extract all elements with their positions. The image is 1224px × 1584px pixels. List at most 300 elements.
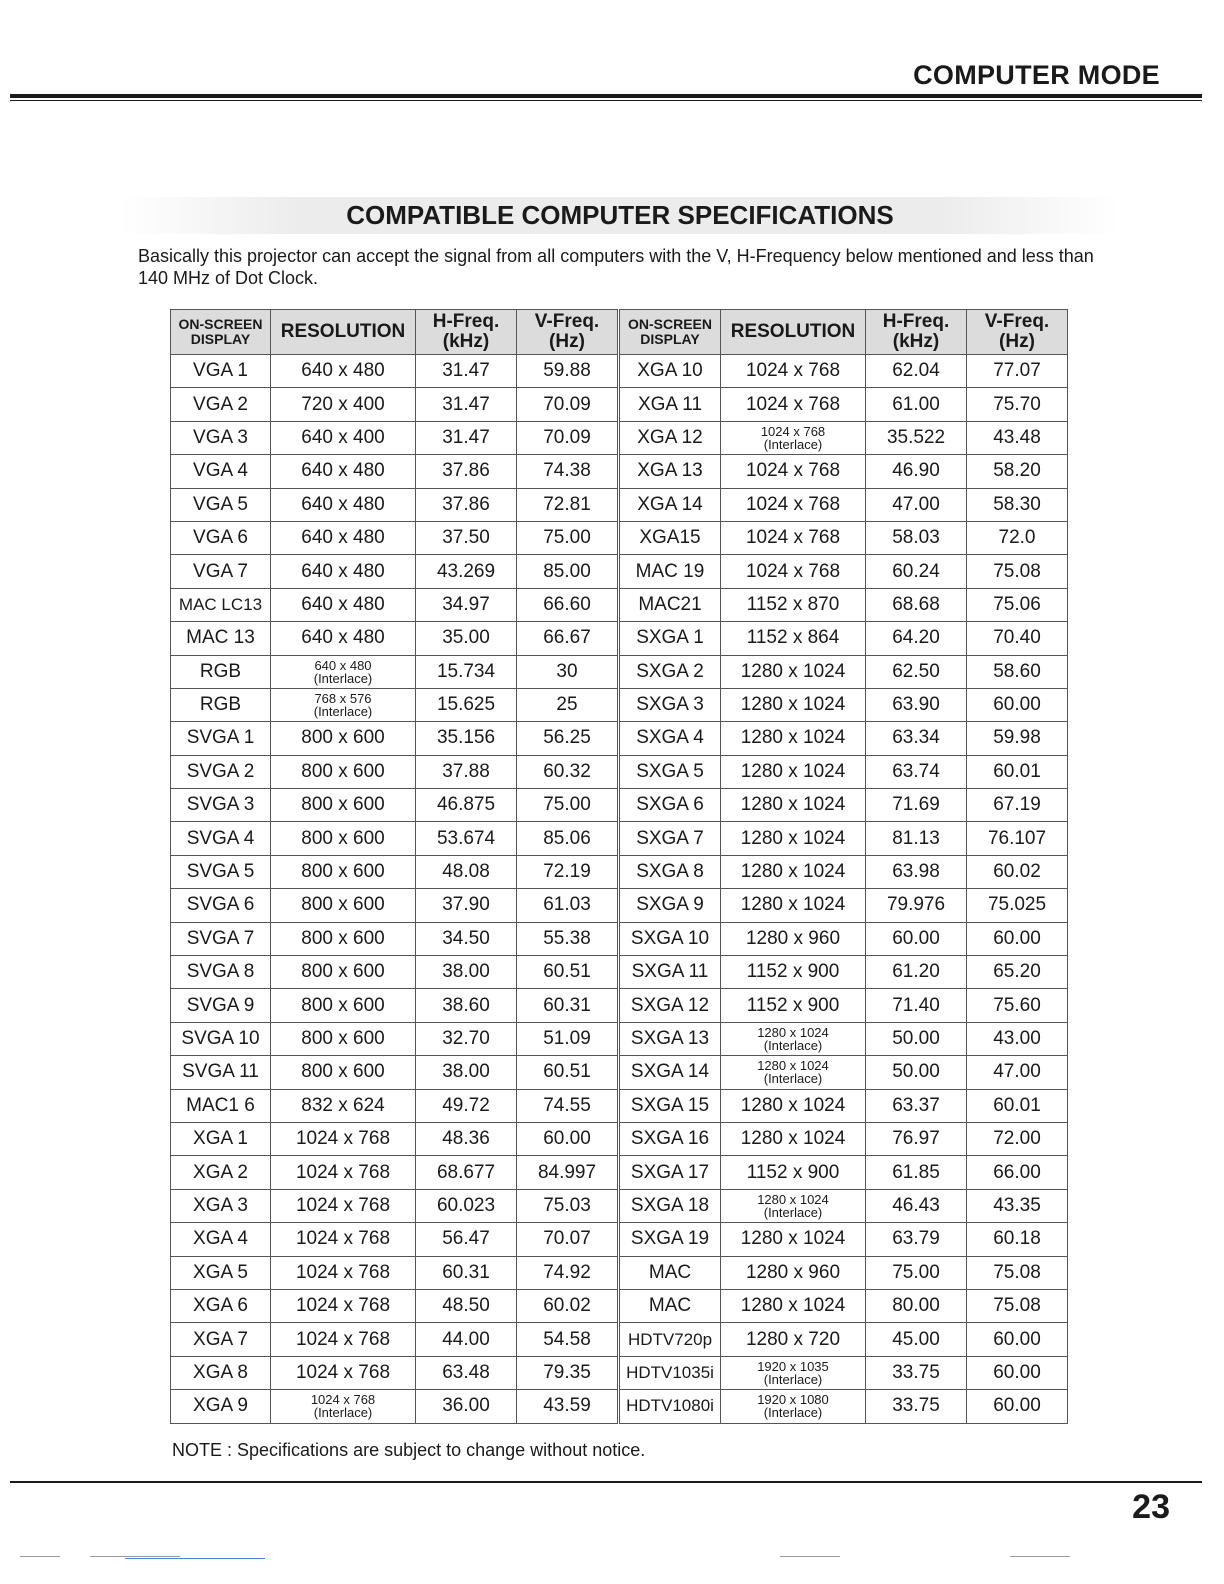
- cell-hfreq-left: 49.72: [416, 1089, 517, 1122]
- header-resolution-left: RESOLUTION: [271, 310, 416, 355]
- cell-vfreq-left: 25: [517, 688, 619, 721]
- cell-resolution-right: 1152 x 870: [721, 588, 866, 621]
- cell-display-right: SXGA 3: [619, 688, 721, 721]
- cell-display-right: SXGA 8: [619, 855, 721, 888]
- cell-display-right: MAC21: [619, 588, 721, 621]
- cell-display-left: SVGA 6: [171, 889, 271, 922]
- cell-display-left: SVGA 4: [171, 822, 271, 855]
- cell-resolution-left: 640 x 480: [271, 488, 416, 521]
- table-row: [171, 722, 1068, 755]
- cell-vfreq-left: 60.51: [517, 1056, 619, 1089]
- cell-resolution-left: 1024 x 768: [271, 1323, 416, 1356]
- header-hfreq-right: H-Freq. (kHz): [866, 310, 967, 355]
- table-row: [171, 588, 1068, 621]
- cell-hfreq-left: 35.00: [416, 622, 517, 655]
- cell-display-left: RGB: [171, 655, 271, 688]
- cell-display-left: XGA 3: [171, 1189, 271, 1222]
- header-rule-thin: [10, 100, 1202, 101]
- cell-vfreq-left: 70.09: [517, 388, 619, 421]
- cell-display-right: SXGA 9: [619, 889, 721, 922]
- cell-display-left: XGA 6: [171, 1289, 271, 1322]
- scan-line: [1010, 1556, 1070, 1557]
- intro-paragraph: Basically this projector can accept the signal from all computers with the V, H-Frequency below mentioned and less than 140 MHz of Dot Clock.: [138, 246, 1094, 288]
- cell-hfreq-right: 33.75: [866, 1356, 967, 1389]
- table-row: [171, 688, 1068, 721]
- cell-vfreq-left: 75.00: [517, 521, 619, 554]
- cell-resolution-right: 1280 x 720: [721, 1323, 866, 1356]
- scan-line: [780, 1556, 840, 1557]
- cell-vfreq-right: 43.48: [967, 421, 1068, 454]
- cell-resolution-left: 1024 x 768: [271, 1156, 416, 1189]
- cell-resolution-right: 1280 x 1024: [721, 1122, 866, 1155]
- table-row: [171, 555, 1068, 588]
- cell-display-right: SXGA 1: [619, 622, 721, 655]
- table-row: [171, 421, 1068, 454]
- page-number: 23: [1132, 1488, 1170, 1526]
- table-row: [171, 1122, 1068, 1155]
- cell-resolution-left: 800 x 600: [271, 822, 416, 855]
- cell-vfreq-right: 60.01: [967, 1089, 1068, 1122]
- cell-display-left: VGA 1: [171, 355, 271, 388]
- cell-display-left: XGA 4: [171, 1223, 271, 1256]
- cell-hfreq-right: 80.00: [866, 1289, 967, 1322]
- cell-vfreq-right: 60.01: [967, 755, 1068, 788]
- cell-display-left: MAC LC13: [171, 588, 271, 621]
- cell-display-left: SVGA 5: [171, 855, 271, 888]
- cell-vfreq-left: 60.51: [517, 956, 619, 989]
- cell-display-right: SXGA 10: [619, 922, 721, 955]
- cell-vfreq-left: 72.81: [517, 488, 619, 521]
- cell-display-right: HDTV1035i: [619, 1356, 721, 1389]
- cell-vfreq-right: 75.025: [967, 889, 1068, 922]
- cell-vfreq-left: 84.997: [517, 1156, 619, 1189]
- cell-hfreq-right: 71.69: [866, 789, 967, 822]
- cell-vfreq-left: 30: [517, 655, 619, 688]
- cell-display-right: MAC: [619, 1289, 721, 1322]
- cell-display-left: MAC 13: [171, 622, 271, 655]
- cell-vfreq-left: 85.06: [517, 822, 619, 855]
- cell-display-right: SXGA 14: [619, 1056, 721, 1089]
- cell-vfreq-right: 72.0: [967, 521, 1068, 554]
- cell-display-left: VGA 7: [171, 555, 271, 588]
- table-row: [171, 956, 1068, 989]
- cell-vfreq-right: 77.07: [967, 355, 1068, 388]
- cell-display-left: SVGA 1: [171, 722, 271, 755]
- cell-display-left: XGA 8: [171, 1356, 271, 1389]
- cell-resolution-left: 768 x 576 (Interlace): [271, 688, 416, 721]
- table-row: [171, 1089, 1068, 1122]
- cell-resolution-right: 1280 x 1024: [721, 889, 866, 922]
- cell-hfreq-left: 34.97: [416, 588, 517, 621]
- cell-vfreq-left: 51.09: [517, 1022, 619, 1055]
- cell-hfreq-left: 15.734: [416, 655, 517, 688]
- cell-resolution-right: 1024 x 768: [721, 388, 866, 421]
- cell-vfreq-left: 75.03: [517, 1189, 619, 1222]
- cell-hfreq-right: 63.98: [866, 855, 967, 888]
- cell-resolution-right: 1280 x 1024 (Interlace): [721, 1189, 866, 1222]
- cell-display-left: SVGA 9: [171, 989, 271, 1022]
- cell-hfreq-left: 63.48: [416, 1356, 517, 1389]
- cell-display-left: SVGA 2: [171, 755, 271, 788]
- table-row: [171, 1223, 1068, 1256]
- cell-vfreq-right: 60.02: [967, 855, 1068, 888]
- cell-hfreq-left: 38.00: [416, 1056, 517, 1089]
- cell-resolution-right: 1280 x 1024: [721, 688, 866, 721]
- cell-hfreq-right: 62.50: [866, 655, 967, 688]
- cell-hfreq-right: 60.24: [866, 555, 967, 588]
- cell-vfreq-left: 60.00: [517, 1122, 619, 1155]
- cell-resolution-right: 1280 x 1024 (Interlace): [721, 1022, 866, 1055]
- cell-resolution-left: 1024 x 768: [271, 1223, 416, 1256]
- cell-hfreq-left: 37.86: [416, 455, 517, 488]
- cell-resolution-left: 1024 x 768: [271, 1356, 416, 1389]
- cell-display-left: VGA 6: [171, 521, 271, 554]
- table-row: [171, 655, 1068, 688]
- cell-vfreq-right: 72.00: [967, 1122, 1068, 1155]
- cell-vfreq-right: 75.60: [967, 989, 1068, 1022]
- cell-hfreq-right: 46.90: [866, 455, 967, 488]
- cell-vfreq-left: 72.19: [517, 855, 619, 888]
- cell-display-right: SXGA 6: [619, 789, 721, 822]
- cell-display-right: MAC: [619, 1256, 721, 1289]
- cell-resolution-right: 1280 x 1024 (Interlace): [721, 1056, 866, 1089]
- header-vfreq-right: V-Freq. (Hz): [967, 310, 1068, 355]
- cell-vfreq-left: 54.58: [517, 1323, 619, 1356]
- table-row: [171, 488, 1068, 521]
- cell-vfreq-right: 43.00: [967, 1022, 1068, 1055]
- table-row: [171, 1289, 1068, 1322]
- cell-vfreq-right: 43.35: [967, 1189, 1068, 1222]
- cell-hfreq-right: 50.00: [866, 1022, 967, 1055]
- cell-vfreq-left: 59.88: [517, 355, 619, 388]
- table-row: [171, 989, 1068, 1022]
- cell-hfreq-left: 35.156: [416, 722, 517, 755]
- cell-hfreq-right: 61.85: [866, 1156, 967, 1189]
- cell-display-left: RGB: [171, 688, 271, 721]
- cell-vfreq-left: 75.00: [517, 789, 619, 822]
- cell-resolution-left: 800 x 600: [271, 956, 416, 989]
- cell-resolution-right: 1280 x 960: [721, 922, 866, 955]
- cell-resolution-left: 1024 x 768 (Interlace): [271, 1390, 416, 1423]
- cell-resolution-left: 640 x 400: [271, 421, 416, 454]
- cell-hfreq-left: 60.31: [416, 1256, 517, 1289]
- header-display-left: ON-SCREEN DISPLAY: [171, 310, 271, 355]
- table-row: [171, 1256, 1068, 1289]
- cell-hfreq-right: 71.40: [866, 989, 967, 1022]
- cell-resolution-right: 1280 x 1024: [721, 1289, 866, 1322]
- cell-resolution-right: 1280 x 1024: [721, 655, 866, 688]
- cell-display-left: XGA 5: [171, 1256, 271, 1289]
- table-row: [171, 455, 1068, 488]
- cell-resolution-right: 1152 x 864: [721, 622, 866, 655]
- cell-hfreq-right: 63.74: [866, 755, 967, 788]
- cell-vfreq-left: 60.02: [517, 1289, 619, 1322]
- cell-vfreq-right: 58.60: [967, 655, 1068, 688]
- scan-line: [125, 1558, 265, 1559]
- cell-hfreq-left: 15.625: [416, 688, 517, 721]
- cell-hfreq-right: 64.20: [866, 622, 967, 655]
- cell-resolution-left: 1024 x 768: [271, 1289, 416, 1322]
- cell-hfreq-left: 46.875: [416, 789, 517, 822]
- scan-line: [20, 1556, 60, 1557]
- cell-hfreq-left: 36.00: [416, 1390, 517, 1423]
- table-row: [171, 1356, 1068, 1389]
- table-row: [171, 922, 1068, 955]
- cell-vfreq-right: 60.00: [967, 922, 1068, 955]
- cell-resolution-right: 1024 x 768 (Interlace): [721, 421, 866, 454]
- cell-resolution-right: 1152 x 900: [721, 989, 866, 1022]
- cell-vfreq-right: 58.30: [967, 488, 1068, 521]
- cell-hfreq-left: 48.50: [416, 1289, 517, 1322]
- cell-resolution-right: 1024 x 768: [721, 455, 866, 488]
- cell-resolution-right: 1152 x 900: [721, 1156, 866, 1189]
- cell-vfreq-right: 59.98: [967, 722, 1068, 755]
- cell-resolution-right: 1280 x 960: [721, 1256, 866, 1289]
- cell-vfreq-left: 55.38: [517, 922, 619, 955]
- cell-resolution-left: 640 x 480: [271, 455, 416, 488]
- cell-hfreq-right: 61.00: [866, 388, 967, 421]
- cell-hfreq-right: 63.90: [866, 688, 967, 721]
- cell-hfreq-right: 76.97: [866, 1122, 967, 1155]
- cell-resolution-left: 832 x 624: [271, 1089, 416, 1122]
- table-row: [171, 388, 1068, 421]
- cell-resolution-right: 1152 x 900: [721, 956, 866, 989]
- cell-display-right: SXGA 5: [619, 755, 721, 788]
- cell-vfreq-left: 79.35: [517, 1356, 619, 1389]
- cell-hfreq-right: 35.522: [866, 421, 967, 454]
- table-row: [171, 789, 1068, 822]
- cell-vfreq-right: 76.107: [967, 822, 1068, 855]
- cell-vfreq-right: 60.00: [967, 1390, 1068, 1423]
- note-text: NOTE : Specifications are subject to change without notice.: [172, 1440, 646, 1460]
- cell-resolution-left: 1024 x 768: [271, 1189, 416, 1222]
- cell-vfreq-right: 67.19: [967, 789, 1068, 822]
- cell-vfreq-left: 74.38: [517, 455, 619, 488]
- cell-display-right: SXGA 13: [619, 1022, 721, 1055]
- cell-hfreq-left: 60.023: [416, 1189, 517, 1222]
- cell-vfreq-left: 85.00: [517, 555, 619, 588]
- cell-vfreq-left: 61.03: [517, 889, 619, 922]
- specs-table: [170, 309, 1068, 1424]
- cell-display-right: XGA 13: [619, 455, 721, 488]
- cell-display-right: SXGA 11: [619, 956, 721, 989]
- cell-display-left: MAC1 6: [171, 1089, 271, 1122]
- table-row: [171, 1056, 1068, 1089]
- cell-vfreq-right: 75.70: [967, 388, 1068, 421]
- cell-resolution-right: 1280 x 1024: [721, 722, 866, 755]
- cell-hfreq-left: 32.70: [416, 1022, 517, 1055]
- cell-hfreq-left: 38.60: [416, 989, 517, 1022]
- cell-vfreq-left: 60.31: [517, 989, 619, 1022]
- cell-display-left: SVGA 11: [171, 1056, 271, 1089]
- cell-resolution-left: 1024 x 768: [271, 1256, 416, 1289]
- cell-vfreq-left: 74.55: [517, 1089, 619, 1122]
- cell-vfreq-left: 66.67: [517, 622, 619, 655]
- cell-hfreq-right: 46.43: [866, 1189, 967, 1222]
- page-header-title: COMPUTER MODE: [913, 60, 1160, 90]
- cell-display-right: XGA 14: [619, 488, 721, 521]
- cell-resolution-right: 1280 x 1024: [721, 1089, 866, 1122]
- cell-display-left: VGA 4: [171, 455, 271, 488]
- cell-resolution-right: 1280 x 1024: [721, 755, 866, 788]
- cell-resolution-left: 640 x 480: [271, 521, 416, 554]
- cell-display-right: SXGA 19: [619, 1223, 721, 1256]
- cell-resolution-left: 800 x 600: [271, 722, 416, 755]
- cell-hfreq-right: 62.04: [866, 355, 967, 388]
- cell-resolution-left: 800 x 600: [271, 922, 416, 955]
- cell-vfreq-right: 75.08: [967, 555, 1068, 588]
- cell-resolution-left: 800 x 600: [271, 1056, 416, 1089]
- cell-hfreq-right: 81.13: [866, 822, 967, 855]
- cell-hfreq-left: 31.47: [416, 355, 517, 388]
- cell-resolution-right: 1280 x 1024: [721, 789, 866, 822]
- cell-vfreq-right: 58.20: [967, 455, 1068, 488]
- cell-display-left: VGA 2: [171, 388, 271, 421]
- header-rule: [10, 94, 1202, 98]
- cell-display-right: XGA 10: [619, 355, 721, 388]
- cell-display-right: XGA 12: [619, 421, 721, 454]
- table-row: [171, 1323, 1068, 1356]
- cell-hfreq-left: 48.36: [416, 1122, 517, 1155]
- cell-hfreq-right: 79.976: [866, 889, 967, 922]
- table-row: [171, 355, 1068, 388]
- cell-hfreq-right: 63.34: [866, 722, 967, 755]
- table-row: [171, 1022, 1068, 1055]
- cell-resolution-right: 1920 x 1080 (Interlace): [721, 1390, 866, 1423]
- cell-hfreq-right: 50.00: [866, 1056, 967, 1089]
- cell-display-right: MAC 19: [619, 555, 721, 588]
- cell-display-right: SXGA 18: [619, 1189, 721, 1222]
- scan-line: [90, 1556, 180, 1557]
- cell-hfreq-left: 68.677: [416, 1156, 517, 1189]
- cell-hfreq-right: 60.00: [866, 922, 967, 955]
- cell-display-right: SXGA 16: [619, 1122, 721, 1155]
- cell-hfreq-right: 68.68: [866, 588, 967, 621]
- cell-resolution-right: 1280 x 1024: [721, 822, 866, 855]
- cell-display-right: SXGA 15: [619, 1089, 721, 1122]
- cell-display-left: SVGA 8: [171, 956, 271, 989]
- cell-hfreq-right: 75.00: [866, 1256, 967, 1289]
- cell-display-left: XGA 1: [171, 1122, 271, 1155]
- cell-resolution-left: 720 x 400: [271, 388, 416, 421]
- section-title: COMPATIBLE COMPUTER SPECIFICATIONS: [120, 197, 1120, 234]
- cell-vfreq-left: 70.07: [517, 1223, 619, 1256]
- cell-resolution-right: 1920 x 1035 (Interlace): [721, 1356, 866, 1389]
- cell-vfreq-right: 75.06: [967, 588, 1068, 621]
- table-row: [171, 1156, 1068, 1189]
- cell-hfreq-left: 43.269: [416, 555, 517, 588]
- table-header-row: [171, 310, 1068, 355]
- cell-resolution-left: 640 x 480: [271, 555, 416, 588]
- cell-resolution-left: 640 x 480: [271, 588, 416, 621]
- cell-vfreq-right: 60.18: [967, 1223, 1068, 1256]
- cell-hfreq-right: 47.00: [866, 488, 967, 521]
- specs-table-body: [171, 355, 1068, 1424]
- cell-resolution-right: 1024 x 768: [721, 521, 866, 554]
- cell-vfreq-right: 75.08: [967, 1256, 1068, 1289]
- cell-vfreq-right: 47.00: [967, 1056, 1068, 1089]
- cell-resolution-right: 1024 x 768: [721, 555, 866, 588]
- cell-resolution-left: 800 x 600: [271, 1022, 416, 1055]
- header-vfreq-left: V-Freq. (Hz): [517, 310, 619, 355]
- footer-rule: [10, 1481, 1202, 1483]
- cell-resolution-left: 640 x 480: [271, 355, 416, 388]
- cell-hfreq-right: 58.03: [866, 521, 967, 554]
- cell-display-left: SVGA 3: [171, 789, 271, 822]
- cell-hfreq-left: 37.90: [416, 889, 517, 922]
- table-row: [171, 622, 1068, 655]
- cell-hfreq-left: 37.86: [416, 488, 517, 521]
- cell-display-right: SXGA 7: [619, 822, 721, 855]
- header-resolution-right: RESOLUTION: [721, 310, 866, 355]
- cell-vfreq-left: 56.25: [517, 722, 619, 755]
- cell-resolution-left: 800 x 600: [271, 855, 416, 888]
- cell-vfreq-right: 70.40: [967, 622, 1068, 655]
- cell-display-right: SXGA 17: [619, 1156, 721, 1189]
- cell-vfreq-left: 74.92: [517, 1256, 619, 1289]
- cell-vfreq-left: 43.59: [517, 1390, 619, 1423]
- cell-vfreq-right: 66.00: [967, 1156, 1068, 1189]
- cell-display-right: HDTV720p: [619, 1323, 721, 1356]
- table-row: [171, 889, 1068, 922]
- cell-display-left: XGA 2: [171, 1156, 271, 1189]
- cell-display-right: HDTV1080i: [619, 1390, 721, 1423]
- cell-vfreq-right: 65.20: [967, 956, 1068, 989]
- cell-display-right: XGA15: [619, 521, 721, 554]
- cell-hfreq-left: 48.08: [416, 855, 517, 888]
- cell-vfreq-right: 60.00: [967, 688, 1068, 721]
- cell-display-left: XGA 7: [171, 1323, 271, 1356]
- table-row: [171, 822, 1068, 855]
- cell-hfreq-left: 37.50: [416, 521, 517, 554]
- cell-display-left: SVGA 10: [171, 1022, 271, 1055]
- cell-display-left: SVGA 7: [171, 922, 271, 955]
- cell-resolution-left: 640 x 480 (Interlace): [271, 655, 416, 688]
- table-row: [171, 1390, 1068, 1423]
- cell-vfreq-left: 66.60: [517, 588, 619, 621]
- cell-resolution-right: 1024 x 768: [721, 355, 866, 388]
- cell-hfreq-left: 31.47: [416, 388, 517, 421]
- cell-resolution-left: 800 x 600: [271, 755, 416, 788]
- cell-vfreq-right: 60.00: [967, 1356, 1068, 1389]
- cell-resolution-left: 640 x 480: [271, 622, 416, 655]
- cell-hfreq-left: 31.47: [416, 421, 517, 454]
- cell-hfreq-left: 53.674: [416, 822, 517, 855]
- cell-display-left: VGA 3: [171, 421, 271, 454]
- cell-resolution-left: 800 x 600: [271, 889, 416, 922]
- table-row: [171, 1189, 1068, 1222]
- cell-hfreq-left: 44.00: [416, 1323, 517, 1356]
- cell-vfreq-right: 60.00: [967, 1323, 1068, 1356]
- cell-resolution-left: 800 x 600: [271, 789, 416, 822]
- cell-resolution-right: 1280 x 1024: [721, 1223, 866, 1256]
- cell-resolution-left: 800 x 600: [271, 989, 416, 1022]
- cell-hfreq-right: 33.75: [866, 1390, 967, 1423]
- cell-display-left: XGA 9: [171, 1390, 271, 1423]
- cell-hfreq-right: 63.37: [866, 1089, 967, 1122]
- cell-resolution-right: 1280 x 1024: [721, 855, 866, 888]
- cell-hfreq-right: 45.00: [866, 1323, 967, 1356]
- cell-hfreq-right: 63.79: [866, 1223, 967, 1256]
- cell-vfreq-left: 70.09: [517, 421, 619, 454]
- cell-resolution-left: 1024 x 768: [271, 1122, 416, 1155]
- cell-resolution-right: 1024 x 768: [721, 488, 866, 521]
- header-display-right: ON-SCREEN DISPLAY: [619, 310, 721, 355]
- cell-display-right: SXGA 12: [619, 989, 721, 1022]
- table-row: [171, 855, 1068, 888]
- table-row: [171, 521, 1068, 554]
- table-row: [171, 755, 1068, 788]
